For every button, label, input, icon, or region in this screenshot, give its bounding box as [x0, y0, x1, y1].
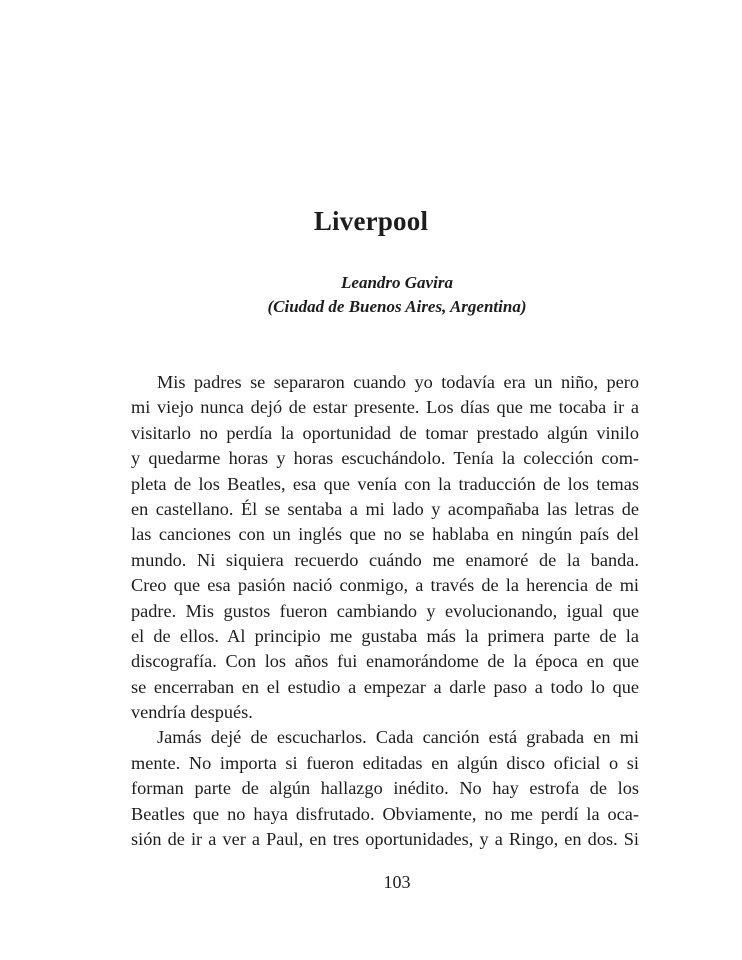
text-line: mundo. Ni siquiera recuerdo cuándo me enamoré de la banda.	[131, 549, 639, 570]
text-line: discografía. Con los años fui enamorándome de la época en que	[131, 651, 639, 672]
text-line: el de ellos. Al principio me gustaba más la primera parte de la	[131, 625, 639, 646]
text-line: pleta de los Beatles, esa que venía con la traducción de los temas	[131, 473, 639, 494]
text-line: y quedarme horas y horas escuchándolo. Tenía la colección com-	[131, 448, 639, 469]
chapter-body	[131, 370, 639, 852]
text-line: mente. No importa si fueron editadas en algún disco oficial o si	[131, 752, 639, 773]
text-line: mi viejo nunca dejó de estar presente. Los días que me tocaba ir a	[131, 397, 639, 418]
text-line: forman parte de algún hallazgo inédito. No hay estrofa de los	[131, 778, 639, 799]
text-line: Creo que esa pasión nació conmigo, a través de la herencia de mi	[131, 575, 639, 596]
text-line: Beatles que no haya disfrutado. Obviamente, no me perdí la oca-	[131, 803, 639, 824]
page-number: 103	[383, 872, 411, 892]
text-line: las canciones con un inglés que no se hablaba en ningún país del	[131, 524, 639, 545]
text-line: padre. Mis gustos fueron cambiando y evolucionando, igual que	[131, 600, 639, 621]
author-name: Leandro Gavira	[341, 273, 453, 292]
text-line: en castellano. Él se sentaba a mi lado y acompañaba las letras de	[131, 498, 639, 519]
text-line: visitarlo no perdía la oportunidad de tomar prestado algún vinilo	[131, 422, 639, 443]
text-line: se encerraban en el estudio a empezar a darle paso a todo lo que	[131, 676, 639, 697]
text-line: vendría después.	[131, 702, 253, 723]
text-line: sión de ir a ver a Paul, en tres oportunidades, y a Ringo, en dos. Si	[131, 829, 639, 850]
chapter-title: Liverpool	[313, 206, 429, 236]
text-line: Jamás dejé de escucharlos. Cada canción está grabada en mi	[157, 727, 639, 748]
author-origin: (Ciudad de Buenos Aires, Argentina)	[267, 297, 527, 316]
text-line: Mis padres se separaron cuando yo todavía era un niño, pero	[157, 372, 639, 392]
